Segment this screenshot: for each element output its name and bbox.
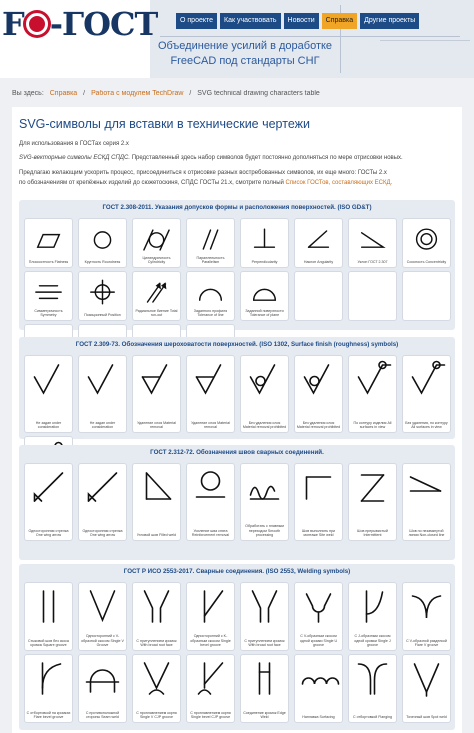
single-j-groove-icon [349,586,396,626]
symbol-tile[interactable] [78,654,127,723]
perpendicularity-icon [241,222,288,258]
symbol-caption: Наклон Angularity [303,260,334,265]
symbol-caption: Односторонний с V-образной скосом Single V Groove [81,634,124,648]
intro-emphasis: SVG-векторные символы ЕСКД СПДС. [19,155,131,161]
symbol-tile[interactable] [402,582,451,651]
symbol-tile[interactable] [348,218,397,268]
breadcrumb-current: SVG technical drawing characters table [197,90,320,97]
symbol-caption: Соединение кромок Edge Weld [243,710,286,720]
symbol-tile[interactable] [132,355,181,433]
symbol-tile[interactable] [24,218,73,268]
symbol-caption: С V-образной разделкой Flare V groove [406,638,447,648]
symbol-tile[interactable] [240,582,289,651]
symbol-caption: С проплавлением корня Single V CJP groove [136,710,177,720]
single-bevel-icon [187,586,234,626]
roughness-removal-icon [133,359,180,399]
square-groove-icon [25,586,72,626]
symbol-caption: Односторонняя стрелка One wing arrow [82,528,123,538]
section-title: ГОСТ 2.308-2011. Указания допусков формы и расположения поверхностей. (ISO GD&T) [102,204,372,211]
flatness-icon [25,222,72,258]
parallelism-icon [187,222,234,258]
symbol-caption: Симметричность Symmetry [34,308,63,318]
symbol-caption: Perpendicularity [251,260,278,265]
symbol-caption: Плоскостность Flatness [28,260,69,265]
symbol-caption: Заданной поверхности Tolerance of plane [245,308,284,318]
symbol-caption: С противоположной стороны Seam weld [85,710,120,720]
symbol-tile[interactable] [24,271,73,321]
symbol-tile[interactable] [186,355,235,433]
symbol-caption: Шов по незамкнутой линии Non-closed line [408,528,445,538]
symbol-tile[interactable] [294,355,343,433]
symbol-caption: Не задан under consideration [89,420,116,430]
weld-one-way-icon [79,467,126,507]
symbol-caption: Соосность Concentricity [406,260,447,265]
symbol-tile[interactable] [294,271,343,321]
seam-weld-icon [79,658,126,698]
surfacing-icon [295,658,342,698]
symbol-tile[interactable] [24,355,73,433]
broad-root-face-icon [133,586,180,626]
empty-slot [295,275,342,311]
roughness-basic-icon [25,359,72,399]
symbol-caption: Усиление шва снята Reinforcement removal [191,528,230,538]
symbol-caption: С J-образным скосом одной кромки Single J groove [354,634,391,648]
blueprint-line [160,36,460,37]
symbol-caption: С отбортовкой Flanging [352,715,393,720]
symbol-tile[interactable] [294,654,343,723]
symbol-caption: С проплавлением корня Single bevel CJP groove [190,710,231,720]
symbol-caption: Заданного профиля Tolerance of line [193,308,228,318]
section-title: ГОСТ Р ИСО 2553-2017. Сварные соединения. (ISO 2553, Welding symbols) [123,568,351,575]
symbol-tile[interactable] [348,582,397,651]
symbol-caption: Круглость Roundness [84,260,121,265]
symbol-tile[interactable] [294,463,343,541]
symbol-section [19,200,455,330]
nav-item[interactable]: Как участвовать [220,13,281,29]
gost-list-link[interactable]: Список ГОСТов, составляющих ЕСКД. [285,180,393,186]
weld-one-way-icon [25,467,72,507]
roughness-basic-icon [79,359,126,399]
symbol-tile[interactable] [348,271,397,321]
symbol-caption: Уклон ГОСТ 2.307 [357,260,388,265]
breadcrumb-separator: / [189,90,192,97]
symbol-tile[interactable] [78,271,127,321]
edge-weld-icon [241,658,288,698]
symbol-caption: Шов выполнить при монтаже Site weld [301,528,336,538]
symmetry-icon [25,275,72,311]
symbol-tile[interactable] [24,654,73,723]
symbol-tile[interactable] [402,271,451,321]
roughness-no-removal-icon [241,359,288,399]
angle-gost-icon [349,222,396,258]
site-header [0,0,474,78]
nav-item[interactable]: О проекте [176,13,217,29]
spot-weld-icon [403,658,450,698]
flanging-icon [349,658,396,698]
symbol-tile[interactable] [240,654,289,723]
symbol-tile[interactable] [402,463,451,541]
empty-slot [349,275,396,311]
breadcrumb-link-techdraw[interactable]: Работа с модулем TechDraw [91,90,184,97]
main-nav [176,13,419,29]
line-profile-icon [187,275,234,311]
symbol-tile[interactable] [132,463,181,541]
gear-icon [26,13,48,35]
intro-invite-cont: по обозначениям от крепёжных изделий до сюжетоскиня, СПДС ГОСТы 21.х, смотрите полный [19,180,284,186]
symbol-tile[interactable] [132,271,181,321]
symbol-tile[interactable] [24,582,73,651]
single-bevel-cjp-icon [187,658,234,698]
intro-description: Представленный здесь набор символов будет постоянно дополняться по мере отрисовки новых. [131,155,403,161]
single-v-cjp-icon [133,658,180,698]
symbol-tile[interactable] [186,654,235,723]
symbol-tile[interactable] [240,271,289,321]
symbol-caption: Односторонний с K-образным скосом Single bevel groove [190,634,231,648]
symbol-caption: Радиальное биение Total run-out [135,308,178,318]
symbol-tile[interactable] [186,582,235,651]
empty-slot [403,275,450,311]
weld-smooth-icon [241,467,288,507]
nav-item[interactable]: Другие проекты [360,13,419,29]
symbol-caption: Цилиндричность Cylindricity [142,255,171,265]
blueprint-line [380,40,470,41]
symbol-caption: Удаление слоя Material removal [191,420,230,430]
symbol-tile[interactable] [132,582,181,651]
symbol-caption: Параллельность Parallelism [196,255,225,265]
site-logo[interactable] [2,4,157,44]
symbol-tile[interactable] [240,355,289,433]
symbol-section [19,445,455,560]
weld-site-icon [295,467,342,507]
symbol-tile[interactable] [78,582,127,651]
symbol-caption: Угловой шов Filled weld [136,533,177,538]
roundness-icon [79,222,126,258]
symbol-caption: Стыковой шов без скоса кромок Square groove [28,638,69,648]
symbol-tile[interactable] [348,355,397,433]
breadcrumb-separator: / [83,90,86,97]
page-title: SVG-символы для вставки в технические чертежи [19,117,310,131]
single-v-groove-icon [79,586,126,626]
symbol-caption: По контуру изделия All surfaces in view [353,420,392,430]
symbol-tile[interactable] [132,654,181,723]
symbol-caption: С притуплением кромок With broad root face [136,638,177,648]
symbol-tile[interactable] [294,218,343,268]
symbol-tile[interactable] [240,218,289,268]
tagline-line-2: FreeCAD под стандарты СНГ [170,55,320,67]
weld-intermittent-icon [349,467,396,507]
symbol-tile[interactable] [78,355,127,433]
symbol-caption: Односторонняя стрелка One wing arrow [28,528,69,538]
weld-non-closed-icon [403,467,450,507]
section-title: ГОСТ 2.312-72. Обозначения швов сварных соединений. [150,449,324,456]
symbol-caption: Наплавка Surfacing [302,715,335,720]
symbol-tile[interactable] [186,271,235,321]
symbol-section [19,337,455,439]
flare-v-groove-icon [403,586,450,626]
symbol-tile[interactable] [294,582,343,651]
symbol-caption: Без удаления, по контуру All surfaces in view [405,420,448,430]
surface-profile-icon [241,275,288,311]
nav-item[interactable]: Новости [284,13,319,29]
symbol-tile[interactable] [24,463,73,541]
weld-reinforcement-icon [187,467,234,507]
symbol-section [19,564,455,730]
angularity-icon [295,222,342,258]
symbol-tile[interactable] [132,218,181,268]
breadcrumb [12,90,462,104]
symbol-caption: С отбортовкой на кромках Flare bevel groove [26,710,71,720]
article-card [12,107,462,733]
intro-series: Для использования в ГОСТах серия 2.х [19,141,129,147]
symbol-caption: Без удаления слоя Material removal prohibited [296,420,341,430]
symbol-caption: С притуплением кромок With broad root face [244,638,285,648]
symbol-caption: Обработать с плавным переходом Smooth processing [245,524,284,538]
symbol-caption: Точечный шов Spot weld [406,715,447,720]
symbol-caption: Удаление слоя Material removal [137,420,176,430]
intro-invite: Предлагаю желающим ускорить процесс, присоединиться к отрисовке разных востребованных символов, их еще много: ГОСТы 2.х [19,170,387,176]
single-u-groove-icon [295,586,342,626]
broad-root-face-icon [241,586,288,626]
intro-paragraph [19,140,459,149]
symbol-caption: С V-образным скосом одной кромки Single U groove [299,634,338,648]
weld-filled-icon [133,467,180,507]
symbol-caption: Без удаления слоя Material removal prohibited [242,420,287,430]
symbol-tile[interactable] [402,355,451,433]
intro-paragraph [19,179,459,188]
breadcrumb-prefix: Вы здесь: [12,90,44,97]
total-runout-icon [133,275,180,311]
symbol-tile[interactable] [402,654,451,723]
tagline-line-1: Объединение усилий в доработке [157,40,333,52]
symbol-tile[interactable] [78,218,127,268]
roughness-no-removal-icon [295,359,342,399]
logo-text: -ГОСТ [49,5,158,43]
symbol-tile[interactable] [348,654,397,723]
breadcrumb-link-help[interactable]: Справка [49,90,78,97]
nav-item[interactable]: Справка [322,13,357,29]
symbol-tile[interactable] [402,218,451,268]
symbol-tile[interactable] [186,218,235,268]
roughness-all-around-icon [349,359,396,399]
intro-paragraph [19,169,459,178]
symbol-tile[interactable] [186,463,235,541]
section-title: ГОСТ 2.309-73. Обозначения шероховатости поверхностей. (ISO 1302, Surface finish (roughness) symbols) [75,341,399,348]
logo-letter: F [2,5,25,43]
symbol-caption: Позиционный Position [84,313,121,318]
concentricity-icon [403,222,450,258]
position-icon [79,275,126,311]
symbol-caption: Шов прерывистый Intermittent [357,528,388,538]
flare-bevel-groove-icon [25,658,72,698]
symbol-tile[interactable] [240,463,289,541]
symbol-tile[interactable] [348,463,397,541]
roughness-removal-icon [187,359,234,399]
intro-paragraph [19,154,459,163]
symbol-caption: Не задан under consideration [35,420,62,430]
cylindricity-icon [133,222,180,258]
roughness-all-around-icon [403,359,450,399]
symbol-tile[interactable] [78,463,127,541]
